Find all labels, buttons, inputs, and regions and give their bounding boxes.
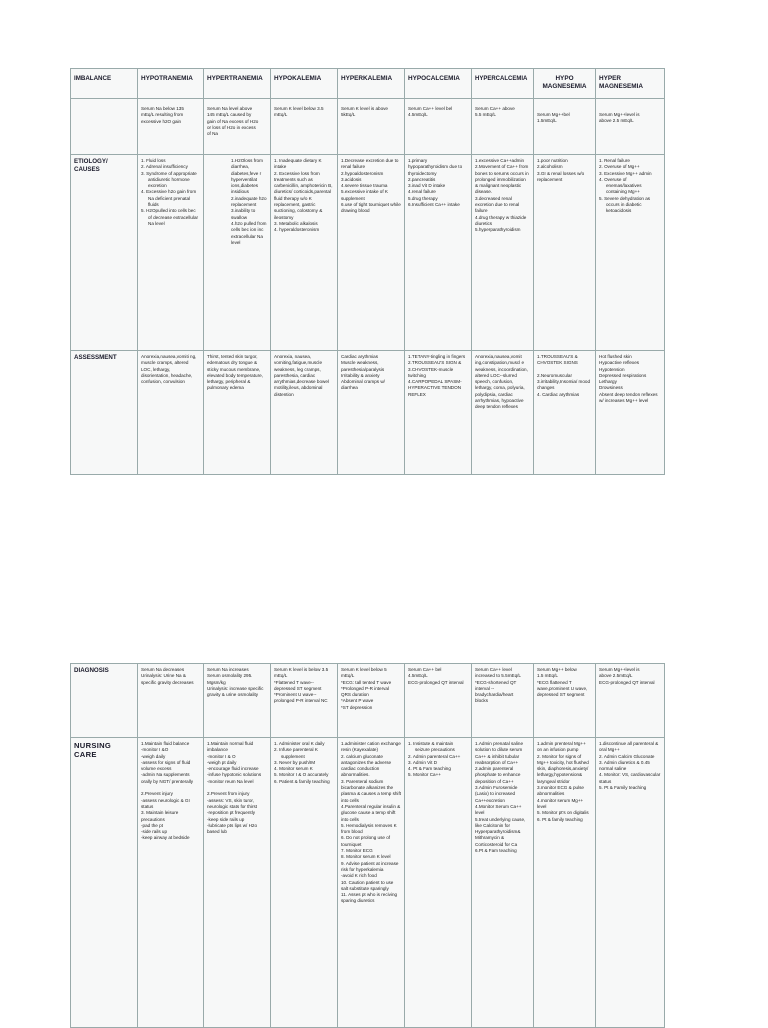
text-line: 3.Admin Furosemide (Lasix) to increased Ca++excretion [475, 785, 518, 803]
cell-content [274, 354, 334, 398]
cell-content [207, 158, 267, 246]
text-line: Anorexia,nausea,vomit ing,constipation,muscl e weakness, incoordination, altered LOC--slurred speech, confusion, lethargy, coma, polyuria, polydipsia, cardiac arrhythmias, hypoactive deep tendon reflexes [475, 354, 528, 410]
text-line: 2. Infuse parenteral K supplement [274, 747, 318, 759]
text-line: Serum Mg++bel [537, 112, 570, 117]
text-line: *ECG: tall tented T wave [341, 679, 392, 685]
text-line: -assess neurologic & GI status [141, 797, 190, 809]
cell-content [537, 102, 592, 125]
text-line: -weigh pt daily [207, 759, 237, 765]
text-line: NURSING [74, 741, 112, 750]
cell-content [341, 158, 401, 215]
text-line: 2.Movement of Ca++ from bones to serums occurs in prolonged immobilization & malignant neoplastic disease. [475, 164, 529, 195]
text-line: Anorexia, nausea, vomiting,fatigue,muscle weakness, leg cramps, paresthesia, cardiac arrythmias,decrease bowel motility,ileus, abdominal distention [274, 354, 329, 397]
text-line [71, 99, 137, 105]
text-line: 5.treat underlying cause, like Calcitonin for Hyperparathyroidism& Mithramycin & Corticosteroid for Ca [475, 816, 526, 847]
header-cell: HYPER MAGNESEMIA [596, 69, 665, 99]
text-line: 1.TETANY-tingling in fingers [408, 354, 466, 359]
cell-content [141, 102, 200, 125]
text-line: 2. Adrenal insufficiency [141, 164, 188, 170]
header-cell: HYPERCALCEMIA [472, 69, 534, 99]
text-line: ECG-prolonged QT interval [599, 679, 655, 685]
text-line: 1.TROUSSEAU'S & CHVOSTEK SIGNS [537, 354, 578, 366]
text-line: excessive h2O gain [141, 118, 182, 124]
text-line: 3.monitor ECG & pulse abnormalities [537, 785, 584, 797]
text-line: Lethargy [599, 379, 617, 385]
cell-content [274, 102, 334, 119]
cell-content [599, 354, 661, 404]
text-line: Anorexia,nausea,vomiti ng, muscle cramps, altered LOC, lethargy, disorientation, headache, confusion, convulsion [141, 354, 197, 385]
text-line: of Na [207, 131, 218, 137]
text-line: CAUSES [74, 166, 100, 173]
text-line: 3. Parenteral sodium bicarbonate alkanizes the plasma & causes a temp shift into cells [341, 778, 402, 803]
diagnosis-cell [338, 664, 405, 738]
text-line: QRS duration [341, 692, 369, 698]
cell-content [207, 102, 267, 137]
text-line: 2. Monitor for signs of Mg++ toxicity, hot flushed skin, diaphoresis,anxiety/ lethargy,hypotension& laryngeal stridor [537, 753, 589, 784]
text-line: 4.drug therapy w thiazide diuretics [475, 214, 527, 226]
definition-cell [596, 99, 665, 155]
cell-content [408, 667, 468, 686]
text-line: 1.primary hypoparathyroidism due to thyroidectomy [408, 158, 463, 176]
text-line: 4.Parenteral regular insulin & glucose cause a temp shift into cells [341, 803, 401, 822]
definition-cell [534, 99, 596, 155]
text-line: 4. Pt & Fam teaching [408, 766, 451, 772]
text-line: -infuse hypotonic solutions [207, 772, 262, 778]
text-line: *ECG-shortened QT interval -- [475, 679, 517, 691]
diagnosis-row [71, 664, 665, 738]
text-line: Depressed respirations [599, 372, 647, 378]
text-line: 6.Insufficient Ca++ intake [408, 202, 460, 208]
text-line: 3. Admin diuretics & 0.45 normal saline [599, 759, 650, 772]
text-line: 5. H2Opulled into cells bec of decrease extracellular Na level [141, 208, 199, 226]
cell-content [537, 667, 592, 698]
etiology-cell [138, 155, 204, 351]
assessment-cell [204, 351, 271, 475]
etiology-cell [271, 155, 338, 351]
text-line: -monitor I & O [207, 753, 236, 759]
header-cell: HYPOTRANEMIA [138, 69, 204, 99]
etiology-cell [405, 155, 472, 351]
text-line: 3.irritability,Insomia/ mood changes [537, 379, 591, 391]
text-line: Serum Mg++level is [599, 667, 640, 672]
text-line: 2.pancreatitis [408, 176, 436, 182]
text-line: 4.h2o pulled from cells bec ion inc extracellular Na level [231, 220, 267, 245]
text-line: Serum Ca++ above [475, 106, 515, 111]
row-label [71, 351, 138, 475]
diagnosis-cell [596, 664, 665, 738]
text-line: 3. Maintain leisure precautions [141, 810, 179, 822]
text-line: 2. Admin Calcim Gluconate [599, 753, 655, 759]
text-line: 4.Monitor Serum Ca++ level [475, 803, 522, 816]
cell-content [599, 102, 661, 125]
text-line: 10. Caution patient to use salt substitute sparingly [341, 879, 394, 891]
text-line: 1.Decrease excretion due to renal failure [341, 158, 399, 170]
nursing-cell [138, 738, 204, 1028]
text-line: -weigh daily [141, 753, 166, 759]
cell-content [537, 354, 592, 398]
etiology-cell [338, 155, 405, 351]
row-label [71, 664, 138, 738]
text-line: 145 mEq/L caused by [207, 112, 252, 118]
text-line: 6. Pt & family teaching [537, 816, 583, 822]
text-line: *Prolonged P-R interval [341, 685, 390, 691]
text-line: 5.5 mEq/L [475, 112, 496, 118]
definition-cell [472, 99, 534, 155]
definition-cell [204, 99, 271, 155]
cell-content [74, 741, 134, 759]
text-line: Abdominal cramps w/ diarrhea [341, 379, 385, 391]
text-line: 4.5mEq/L [408, 673, 428, 679]
assessment-cell [271, 351, 338, 475]
text-line: 4.monitor serum Mg++ level [537, 797, 584, 809]
cell-content [537, 158, 592, 183]
diagnosis-cell [472, 664, 534, 738]
text-line: 5. Monitor Ca++ [408, 772, 441, 778]
text-line: 4. Monitor serum K [274, 766, 313, 772]
cell-content [341, 102, 401, 119]
text-line: 5. Monitor pt's on digitalis [537, 810, 589, 816]
etiology-cell [596, 155, 665, 351]
text-line: 2.alcoholism [537, 164, 563, 170]
cell-content [408, 102, 468, 119]
assessment-cell [534, 351, 596, 475]
text-line: *ECG flattened T wave,prominent U wave, depressed ST segment [537, 679, 588, 698]
cell-content [141, 354, 200, 385]
text-line: 1.discontinue all parenteral & oral Mg++ [599, 741, 659, 753]
cell-content [475, 741, 530, 854]
text-line: 5kEq/L [341, 112, 356, 118]
header-cell: HYPERTRANEMIA [204, 69, 271, 99]
text-line: 2.admin parenteral phosphate to enhance deposition of Ca++ [475, 766, 521, 784]
text-line: 4.severe tissue trauma [341, 183, 388, 189]
header-row [71, 69, 665, 99]
text-line: Absent deep tendon reflexes w/ increases Mg++ level [599, 391, 658, 404]
text-line: 1.Admin prenatal saline solution to dilute serum Ca++ & inhibit tubular reabsorption of Ca++ [475, 741, 524, 765]
text-line: 1.poor nutrition [537, 158, 568, 163]
assessment-cell [138, 351, 204, 475]
cell-content [408, 158, 468, 208]
text-line: 4. Monitor: VS, cardiovascular status [599, 772, 661, 784]
text-line: 2.TROUSSEAU'S SIGN & [408, 360, 462, 366]
assessment-cell [472, 351, 534, 475]
cell-content [207, 667, 267, 698]
cell-content [599, 158, 661, 215]
text-line: ECG-prolonged QT interval [408, 679, 464, 685]
cell-content [341, 741, 401, 905]
etiology-cell [204, 155, 271, 351]
text-line: 3. Admin Vit D [408, 759, 438, 765]
assessment-row [71, 351, 665, 475]
text-line: -pad the pt [141, 822, 163, 828]
text-line: bradychardia/heart [475, 692, 514, 698]
header-cell: HYPOCALCEMIA [405, 69, 472, 99]
text-line: 1.admin prenteral Mg++ on an infusion pump [537, 741, 586, 753]
text-line: above 2.5mEq/L [599, 673, 633, 679]
text-line: 3.decreased renal excretion due to renal failure [475, 195, 520, 214]
text-line: Cardiac arythmias [341, 354, 379, 359]
text-line: 3.CHVOSTEK-muscle twitching [408, 366, 454, 378]
cell-content [475, 158, 530, 234]
cell-content [74, 158, 134, 174]
assessment-cell [338, 351, 405, 475]
text-line: *Flattened T wave--depressed ST segment [274, 679, 322, 691]
text-line: 3. Syndrome of appropriate antidiuretic hormone excretion [141, 170, 197, 189]
text-line: 3. Metabolic alkalosis [274, 220, 318, 226]
cell-content [537, 741, 592, 823]
text-line: -monitor reum Na level [207, 778, 254, 784]
text-line: mEq/L resulting from [141, 112, 184, 118]
text-line: 1.excessive Ca++admin [475, 158, 525, 163]
text-line: 3. Excessive Mg++ admin [599, 170, 652, 176]
text-line: Serum osmolality 295. Mgsm/kg [207, 673, 253, 685]
nursing-cell [405, 738, 472, 1028]
assessment-cell [596, 351, 665, 475]
text-line: 1. Insistute & maintain seizure precautions [408, 741, 455, 753]
text-line: or loss of H2o in excess [207, 124, 256, 130]
diagnosis-cell [204, 664, 271, 738]
text-line: Serum K level below 3.5 [274, 106, 324, 111]
text-line: 1. Administer oral K daily [274, 741, 325, 746]
definition-row [71, 99, 665, 155]
etiology-row [71, 155, 665, 351]
text-line: -encourage fluid increase [207, 766, 259, 772]
text-line: *Prominent U wave--prolonged P-R interval NC [274, 692, 328, 704]
text-line: 7. Monitor ECG [341, 848, 373, 854]
text-line: CARE [74, 750, 97, 759]
text-line: Hypoactive reflexes [599, 360, 640, 366]
nursing-cell [472, 738, 534, 1028]
cell-content [71, 99, 137, 105]
assessment-cell [405, 351, 472, 475]
row-label [71, 99, 138, 155]
text-line: Irritability & anxiety [341, 372, 380, 378]
text-line: 3.inability to swallow [231, 208, 256, 220]
cell-content [599, 667, 661, 686]
text-line: 9. Advise patient at increase risk for hyperkalemia [341, 860, 399, 872]
text-line: 1.5mEq/L [537, 118, 557, 124]
etiology-cell [534, 155, 596, 351]
text-line: -avoid K rich food [341, 873, 377, 879]
text-line: 2.Prevent injury [141, 791, 173, 797]
text-line: 1.5 mEq/L [537, 673, 558, 679]
electrolyte-table-part-1 [70, 68, 665, 475]
text-line: -reposition pt frequently [207, 810, 256, 816]
cell-content [141, 158, 200, 227]
cell-content [475, 102, 530, 119]
cell-content [207, 741, 267, 835]
cell-content [274, 741, 334, 785]
text-line: 4. Excessive h2o gain from Na deficient prenatal fluids [141, 189, 197, 208]
nursing-care-row [71, 738, 665, 1028]
text-line: 2. Overuse of Mg++ [599, 164, 640, 170]
cell-content [141, 741, 200, 842]
text-line: 5. Hemodialysis removes K from blood [341, 822, 397, 835]
text-line: 5. Monitor I & O accurately [274, 772, 329, 778]
text-line: 2.hypoaldosteronism [341, 170, 384, 176]
row-label [71, 155, 138, 351]
text-line: 1. Inadequate dietary K intake [274, 158, 322, 170]
text-line: 1.administer cation exchange resin (Kayexalate) [341, 741, 401, 753]
text-line: 11. Asses pt who is reciving sparing diuretics [341, 892, 398, 904]
text-line: blocks [475, 698, 489, 704]
text-line: 5. Pt & Family teaching [599, 785, 647, 791]
nursing-cell [596, 738, 665, 1028]
text-line: 5.drug therapy [408, 195, 438, 201]
text-line: 1.Maintain fluid balance [141, 741, 190, 746]
text-line: 2.Neuromuscular [537, 372, 572, 378]
text-line: Drowsiness [599, 385, 623, 391]
header-cell: HYPOKALEMIA [271, 69, 338, 99]
text-line: 3.GI & renal losses w/o replacement [537, 170, 585, 182]
text-line: Serum Mg++level is [599, 112, 640, 117]
cell-content [475, 667, 530, 705]
header-cell: IMBALANCE [71, 69, 138, 99]
diagnosis-cell [271, 664, 338, 738]
text-line: 3. Never by push/IM [274, 759, 316, 765]
text-line: Serum Na below 135 [141, 106, 184, 111]
row-label [71, 738, 138, 1028]
text-line: 1. Fluid loss [141, 158, 166, 163]
text-line: Serum Mg++ below [537, 667, 577, 672]
cell-content [408, 354, 468, 398]
cell-content [475, 354, 530, 411]
header-cell: HYPO MAGNESEMIA [534, 69, 596, 99]
text-line: Serum Ca++ bel [408, 667, 442, 672]
text-line: Serum Na decreases [141, 667, 185, 672]
nursing-cell [204, 738, 271, 1028]
text-line: Hot flushed skin [599, 354, 632, 359]
cell-content [274, 667, 334, 705]
nursing-cell [338, 738, 405, 1028]
diagnosis-cell [534, 664, 596, 738]
text-line: -assess: VS, skin turor, neurologic stats for thirst [207, 797, 258, 809]
text-line: 6. Do not prolong use of tourniquet [341, 835, 391, 847]
text-line: Urinalysis: Urine Na & specific gravity decreases [141, 673, 194, 685]
cell-content: ASSESSMENT [74, 354, 117, 361]
text-line: *ST depression [341, 704, 373, 710]
text-line: increased to 5.5mEq/L [475, 673, 521, 679]
text-line: -keep airway at bedside [141, 835, 190, 841]
text-line: 2. Admin parenteral Ca++ [408, 753, 461, 759]
etiology-cell [472, 155, 534, 351]
text-line: 3.acidosis [341, 176, 362, 182]
text-line: Serum K level is below 3.5 mEq/L [274, 667, 329, 679]
text-line: 4. Overuse of enemas/laxatives containing Mg++ [599, 176, 642, 195]
text-line: Serum Na increases [207, 667, 249, 672]
definition-cell [271, 99, 338, 155]
text-line: Serum Ca++ level [475, 667, 512, 672]
text-line: Serum Ca++ level bel [408, 106, 453, 111]
header-cell: HYPERKALEMIA [338, 69, 405, 99]
text-line: 4. Cardiac arythmias [537, 391, 580, 397]
text-line: Thirst, tented skin turgor, edematous dry tongue & sticky mucous membrane, elevated body temperature, lethargy, peripheral & pulmonary edema [207, 354, 263, 391]
text-line: Hypotension [599, 366, 625, 372]
text-line: 2. Excessive loss from treatments such as carbenicillin, amphotericin B, diuretics/ corticoids,parental fluid therapy w/o K replacement, gastric suctioning, colostomy & ileostomy [274, 170, 333, 220]
text-line: Serum K level below 5 mEq/L [341, 667, 387, 679]
diagnosis-cell [138, 664, 204, 738]
text-line: ETIOLOGY/ [74, 158, 108, 165]
text-line: 5.hyperparathyroidism [475, 227, 521, 233]
text-line: 4.CARPOPEDAL SPASM-HYPERACTIVE TENDON REFLEX [408, 379, 462, 397]
cell-content [599, 741, 661, 791]
definition-cell [138, 99, 204, 155]
cell-content: DIAGNOSIS [74, 667, 109, 674]
text-line: 5. Severe dehydration as occurs in diabetic ketoacidosis [599, 195, 651, 214]
cell-content [341, 354, 401, 392]
cell-content [274, 158, 334, 234]
text-line: -assess for signs of fluid volume excess [141, 759, 191, 772]
nursing-cell [271, 738, 338, 1028]
text-line: 6.Pt & Fam teaching [475, 848, 517, 854]
text-line: -keep side rails up [207, 816, 245, 822]
text-line: 2.inadequate h2o replacement [231, 195, 267, 208]
text-line: mEq/L [274, 112, 288, 118]
text-line: -admin Na supplements orally by NGT/ prenterally [141, 772, 194, 784]
cell-content [207, 354, 267, 392]
text-line: 8. Monitor serum K level [341, 854, 391, 860]
text-line: above 2.5 mEq/L [599, 118, 634, 124]
definition-cell [338, 99, 405, 155]
diagnosis-cell [405, 664, 472, 738]
text-line: Serum Na level above [207, 106, 253, 111]
text-line: 2.Prevent from injury [207, 791, 250, 797]
text-line: *Absent P wave [341, 698, 374, 704]
cell-content [341, 667, 401, 711]
text-line: 5.excessive intake of K supplement [341, 189, 388, 201]
text-line: 3.inad Vit D intake [408, 183, 446, 189]
text-line: 1.Maintain normal fluid imbalance [207, 741, 254, 753]
text-line: -lubricate pts lips w/ H2o based lub [207, 822, 258, 835]
text-line: Urinalysis: increase specific gravity & urine osmolality [207, 685, 264, 698]
cell-content [408, 741, 468, 779]
definition-cell [405, 99, 472, 155]
text-line: -side rails up [141, 829, 168, 835]
electrolyte-table-part-2 [70, 663, 665, 1028]
text-line: 4.renal failure [408, 189, 436, 195]
text-line: 6. Patient & family teaching [274, 778, 330, 784]
text-line: gain of Na excess of H2o [207, 118, 259, 124]
text-line: 1.H2Oloss from diarrhea, diabetes,feve r hyperventilat ions,diabetes insidious [231, 158, 263, 195]
text-line: 1. Renal failure [599, 158, 630, 163]
text-line: 6.use of tight tourniquet while drawing blood [341, 202, 401, 214]
text-line: Serum K level is above [341, 106, 388, 111]
text-line: -monitor I &O [141, 747, 169, 753]
nursing-cell [534, 738, 596, 1028]
text-line: 4.5mEq/L [408, 112, 428, 118]
text-line: 4. hyperaldosteronism [274, 227, 320, 233]
cell-content [141, 667, 200, 686]
text-line: 2. calcium gluconate antagonizes the adverse cardiac conduction abnormalities. [341, 753, 392, 778]
text-line: Muscle weakness, paresthesia/paralysis [341, 360, 385, 372]
